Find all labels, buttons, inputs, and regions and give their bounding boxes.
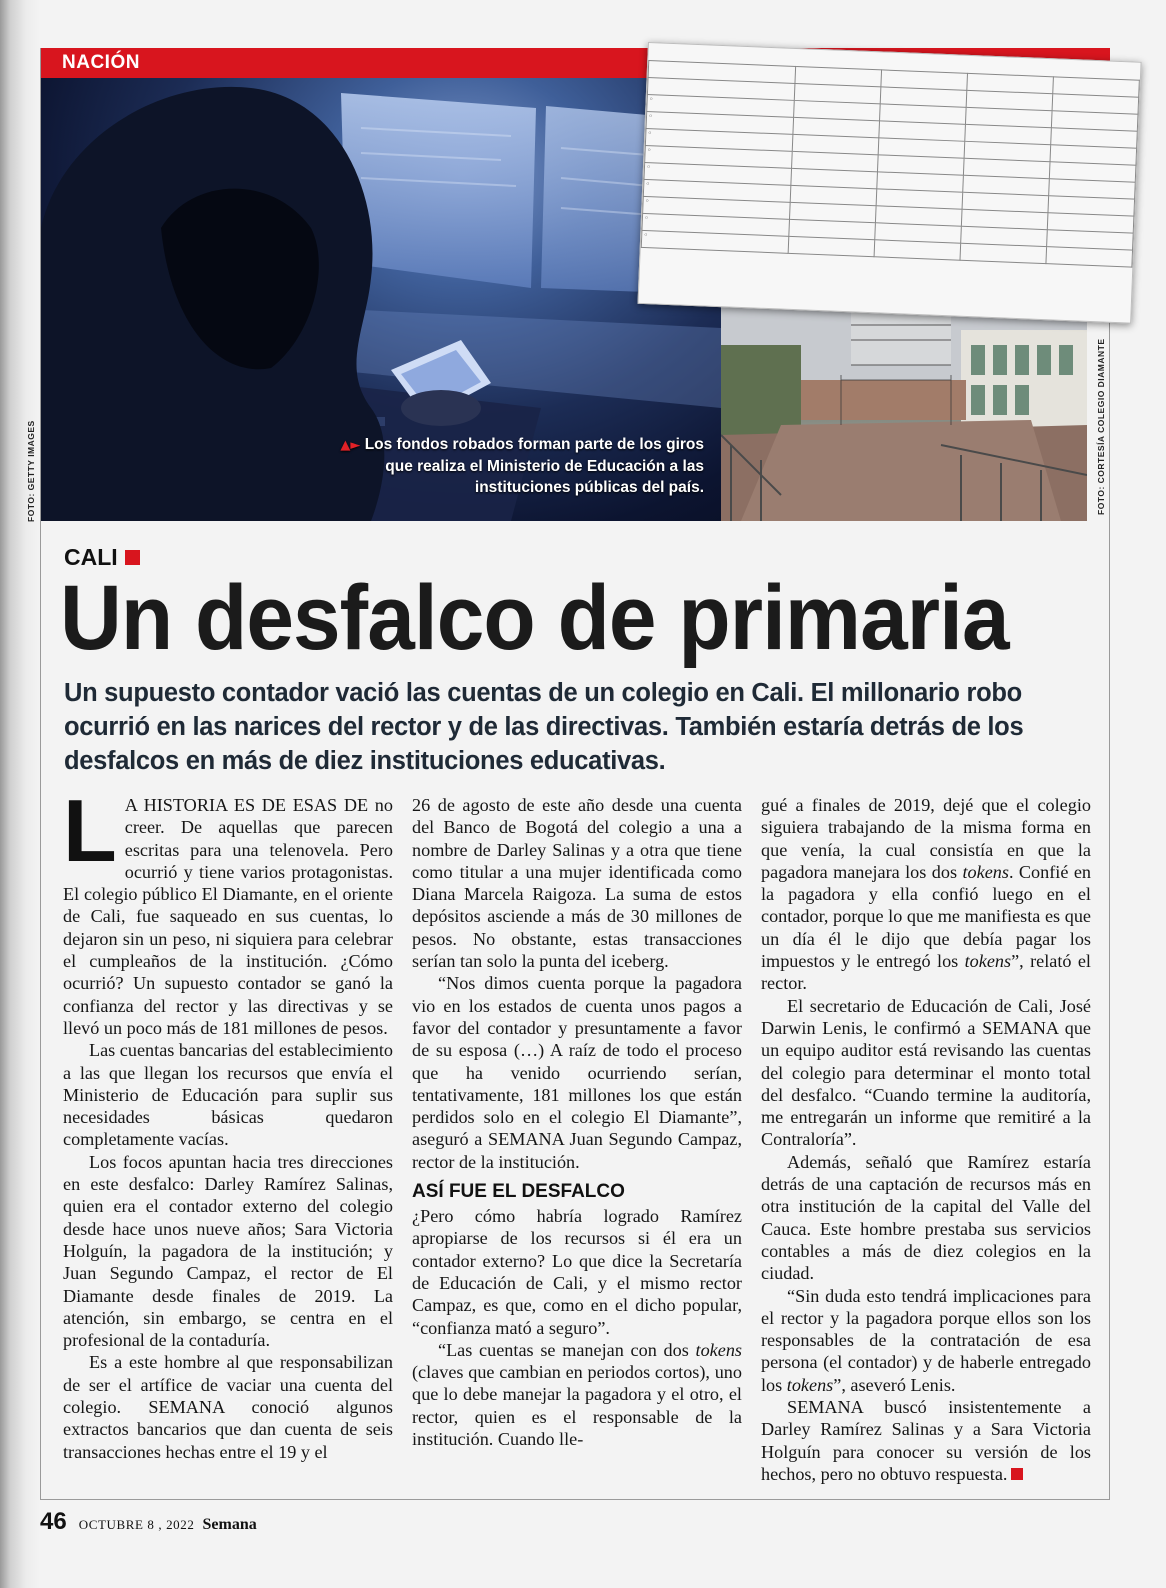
paragraph-text: “Sin duda esto tendrá implicaciones para el rector y la pagadora porque ellos son los responsables de la contratación de esa persona (el contador) y de haberle entregado los [761,1285,1091,1395]
paragraph [761,1396,1091,1485]
paragraph: ¿Pero cómo habría logrado Ramírez apropiarse de los recursos si él era un contador externo? Lo que dice la Secretaría de Educación de Cali, y el mismo rector Campaz, es que, como en el dicho popular, “confianza mató a seguro”. [412,1206,742,1338]
emphasis: tokens [786,1374,834,1395]
paragraph: Además, señaló que Ramírez estaría detrás de una captación de recursos más en otra institución de la capital del Valle del Cauca. Este hombre prestaba sus servicios contables a más de diez colegios en la ciudad. [761,1151,1091,1284]
emphasis: tokens [695,1339,742,1360]
kicker-label: CALI [64,544,118,570]
headline: Un desfalco de primaria [60,567,1009,669]
paragraph: Las cuentas bancarias del establecimiento a las que llegan los recursos que envía el Ministerio de Educación para suplir sus necesidades básicas quedaron completamente vacías. [63,1040,394,1150]
emphasis: tokens [962,861,1009,882]
paragraph-text: SEMANA buscó insistentemente a Darley Ramírez Salinas y a Sara Victoria Holguín para conocer su versión de los hechos, pero no obtuvo respuesta. [761,1397,1091,1484]
magazine-brand: Semana [202,1516,257,1533]
page-number: 46 [40,1508,67,1535]
page-footer [40,1508,257,1536]
paragraph-text: (claves que cambian en periodos cortos), uno que lo debe manejar la pagadora y el otro, el rector, quien es el responsable de la institución. Cuando lle- [412,1362,742,1450]
paragraph-text: A HISTORIA ES DE ESAS DE no creer. De aquellas que parecen escritas para una telenovela. Pero ocurrió y tiene varios protagonistas. El colegio público El Diamante, en el oriente de Cali, fue saqueado en sus cuentas, lo dejaron sin un peso, ni siquiera para celebrar el cumpleaños de la institución. ¿Cómo ocurrió? Un supuesto contador se ganó la confianza del rector y las directivas y se llevó un poco más de 181 millones de pesos. [63,795,393,1038]
paragraph: Es a este hombre al que responsabilizan de ser el artífice de vaciar una cuenta del colegio. SEMANA conoció algunos extractos bancarios que dan cuenta de seis transacciones hechas entre el 19 y el [63,1352,393,1462]
paragraph [761,794,1091,995]
paragraph-text: “Las cuentas se manejan con dos [438,1339,696,1360]
caption-arrows-icon: ▲► [340,438,361,453]
paragraph [63,781,393,1039]
article-column-3 [761,794,1091,1485]
photo-credit-left: FOTO: GETTY IMAGES [26,420,36,522]
emphasis: tokens [964,951,1012,972]
paragraph [412,1339,742,1450]
end-mark-icon [1011,1468,1023,1480]
paragraph-text: . Confié en la pagadora y ella confió luego en el contador, porque lo que me manifiesta es que un día él le dijo que debía pagar los impuestos y le entregó los [761,861,1091,972]
paragraph: 26 de agosto de este año desde una cuenta del Banco de Bogotá del colegio a una a nombre de Darley Salinas y a otra que tiene como titular a una mujer identificada como Diana Marcela Raigoza. La suma de estos depósitos asciende a más de 30 millones de pesos. No obstante, estas transacciones serían tan solo la punta del iceberg. [412,795,742,972]
paragraph-text: gué a finales de 2019, dejé que el colegio siguiera trabajando de la misma forma en que venía, la cual consistía en que la pagadora manejara los dos [761,795,1091,882]
issue-date: OCTUBRE 8 , 2022 [78,1517,195,1532]
kicker-square-icon [125,550,140,565]
article-column-2 [412,794,742,1450]
paragraph [761,1285,1091,1396]
bank-extract-document: ○ ○ ○ ○ ○ ○ ○ ○ ○ [637,42,1141,324]
photo-caption [340,434,704,498]
photo-credit-right: FOTO: CORTESÍA COLEGIO DIAMANTE [1096,338,1106,515]
paragraph: “Nos dimos cuenta porque la pagadora vio en los estados de cuenta unos pagos a favor del contador y presuntamente a favor de su esposa (…) A raíz de todo el proceso que ha venido ocurriendo serían, tentativamente, 181 millones los que están perdidos solo en el colegio El Diamante”, aseguró a SEMANA Juan Segundo Campaz, rector de la institución. [412,973,742,1172]
section-subtitle: ASÍ FUE EL DESFALCO [412,1181,625,1203]
caption-text: Los fondos robados forman parte de los giros que realiza el Ministerio de Educación a las instituciones públicas del país. [364,436,704,496]
dropcap: L [63,781,117,880]
school-photo [721,285,1087,521]
article-column-1 [63,781,394,1463]
section-label: NACIÓN [62,52,140,73]
paragraph-text: ”, aseveró Lenis. [833,1374,956,1395]
paragraph: El secretario de Educación de Cali, José Darwin Lenis, le confirmó a SEMANA que un equipo auditor está revisando las cuentas del colegio para determinar el monto total del desfalco. “Cuando termine la auditoría, me entregarán un informe que remitiré a la Contraloría”. [761,995,1091,1150]
paragraph-text: ”, relató el rector. [761,951,1091,994]
paragraph: Los focos apuntan hacia tres direcciones en este desfalco: Darley Ramírez Salinas, quien era el contador externo del colegio desde hace unos nueve años; Sara Victoria Holguín, la pagadora de la institución; y Juan Segundo Campaz, el rector de El Diamante desde finales de 2019. La atención, sin embargo, se centra en el profesional de la contaduría. [63,1151,393,1351]
subhead: Un supuesto contador vació las cuentas de un colegio en Cali. El millonario robo ocurrió en las narices del rector y de las directivas. También estaría detrás de los desfalcos en más de diez instituciones educativas. [64,679,1024,775]
